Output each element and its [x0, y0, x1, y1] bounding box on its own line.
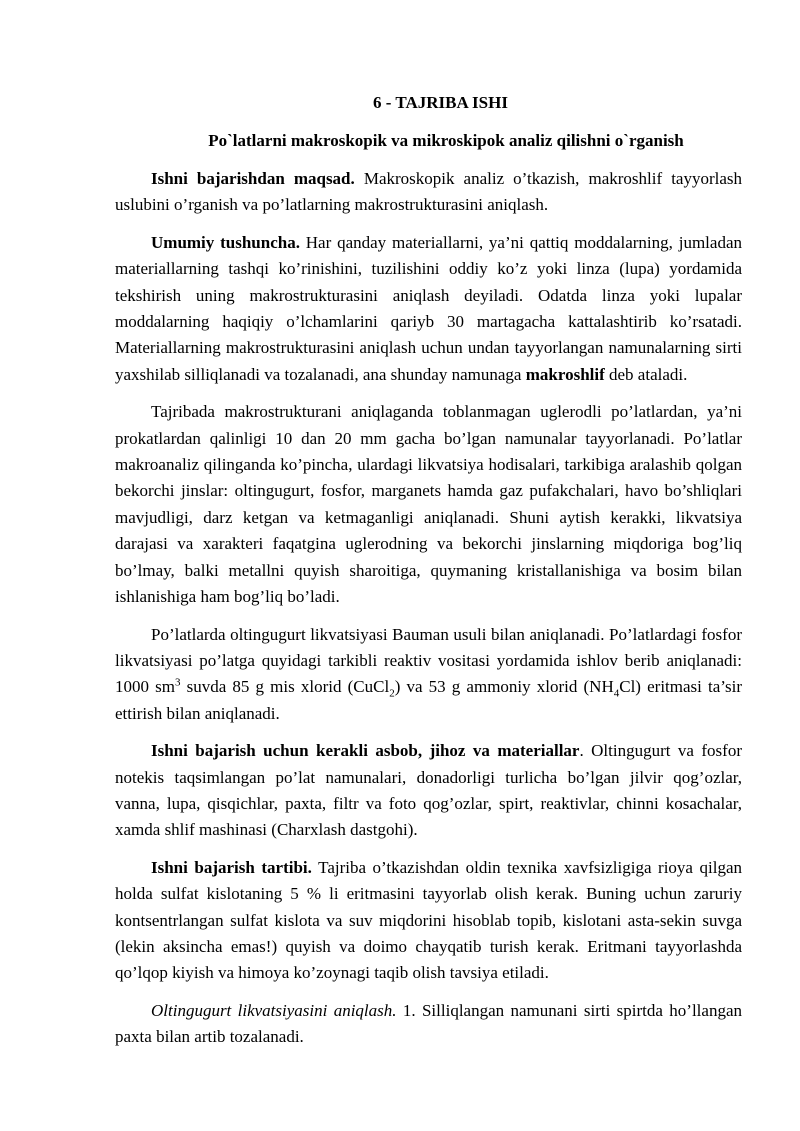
liquation-text-d: Cl) eritmasi ta’sir ettirish bilan aniqlanadi. — [115, 677, 742, 723]
materials-text: . Oltingugurt va fosfor notekis taqsimlangan po’lat namunalari, donadorligi turlicha bo’lgan jilvir qog’ozlar, vanna, lupa, qisqichlar, paxta, filtr va foto qog’ozlar, spirt, reaktivlar, chinni kosachalar, xamda shlif mashinasi (Charxlash dastgohi). — [115, 741, 742, 840]
purpose-text: Makroskopik analiz o’tkazish, makroshlif tayyorlash uslubini o’rganish va po’latlarning makrostrukturasini aniqlash. — [115, 169, 743, 215]
liquation-text-c: ) va 53 g ammoniy xlorid (NH — [394, 677, 614, 697]
paragraph-experiment — [115, 399, 742, 610]
experiment-text: Tajribada makrostrukturani aniqlaganda toblanmagan uglerodli po’latlardan, ya’ni prokatlardan qalinligi 10 dan 20 mm gacha bo’lgan namunalar tayyorlanadi. Po’latlar makroanaliz qilinganda ko’pincha, ulardagi likvatsiya hodisalari, tarkibiga aralashib qolgan bekorchi jinslar: oltingugurt, fosfor, marganets hamda gaz pufakchalari, havo bo’shliqlari mavjudligi, darz ketgan va ketmaganligi aniqlanadi. Shuni aytish kerakki, likvatsiya darajasi va xarakteri faqatgina uglerodning va bekorchi jinslarning miqdoriga bog’liq bo’lmay, balki metallni quyish sharoitiga, quymaning kristallanishiga va bosim bilan ishlanishiga ham bog’liq bo’ladi. — [115, 402, 742, 607]
paragraph-sulfur-liquation — [115, 998, 742, 1051]
sulfur-liquation-heading: Oltingugurt likvatsiyasini aniqlash. — [151, 1000, 397, 1020]
paragraph-general-concept — [115, 230, 742, 388]
document-subtitle: Po`latlarni makroskopik va mikroskipok analiz qilishni o`rganish — [208, 131, 684, 150]
nh4-subscript: 4 — [613, 687, 620, 700]
paragraph-procedure — [115, 855, 742, 987]
document-page — [115, 90, 742, 1051]
paragraph-purpose — [115, 166, 742, 219]
paragraph-liquation — [115, 622, 742, 728]
purpose-heading: Ishni bajarishdan maqsad. — [151, 169, 355, 188]
sulfur-liquation-text: 1. Silliqlangan namunani sirti spirtda ho’llangan paxta bilan artib tozalanadi. — [115, 1000, 742, 1047]
document-title: 6 - TAJRIBA ISHI — [373, 93, 508, 112]
liquation-text-a: Po’latlarda oltingugurt likvatsiyasi Bauman usuli bilan aniqlanadi. Po’latlardagi fosfor likvatsiyasi po’latga quyidagi tarkibli reaktiv vositasi yordamida ishlov berib aniqlanadi: 1000 sm — [115, 624, 742, 697]
general-concept-heading: Umumiy tushuncha. — [151, 232, 300, 252]
materials-heading: Ishni bajarish uchun kerakli asbob, jihoz va materiallar — [151, 741, 580, 761]
cucl-subscript: 2 — [389, 687, 395, 700]
general-concept-tail: deb ataladi. — [604, 364, 688, 384]
general-concept-text: Har qanday materiallarni, ya’ni qattiq moddalarning, jumladan materiallarning tashqi ko’rinishini, tuzilishini oddiy ko’z yoki linza (lupa) yordamida tekshirish uning makrostrukturasini aniqlash deyiladi. Odatda linza yoki lupalar moddalarning haqiqiy o’lchamlarini qariyb 30 martagacha kattalashtirib ko’rsatadi. Materiallarning makrostrukturasini aniqlash uchun undan tayyorlangan namunalarning sirti yaxshilab silliqlanadi va tozalanadi, ana shunday namunaga — [115, 232, 742, 384]
makroshlif-term: makroshlif — [525, 364, 605, 384]
cubic-superscript: 3 — [174, 676, 181, 689]
procedure-text: Tajriba o’tkazishdan oldin texnika xavfsizligiga rioya qilgan holda sulfat kislotaning 5 % li eritmasini tayyorlab olish kerak. Buning uchun zaruriy kontsentrlangan sulfat kislota va suv miqdorini hisoblab topib, kislotani asta-sekin suvga (lekin aksincha emas!) quyish va doimo chayqatib turish kerak. Eritmani tayyorlashda qo’lqop kiyish va himoya ko’zoynagi taqib olish tavsiya etiladi. — [115, 857, 742, 983]
procedure-heading: Ishni bajarish tartibi. — [151, 857, 312, 877]
paragraph-materials — [115, 738, 742, 844]
liquation-text-b: suvda 85 g mis xlorid (CuCl — [180, 677, 390, 697]
